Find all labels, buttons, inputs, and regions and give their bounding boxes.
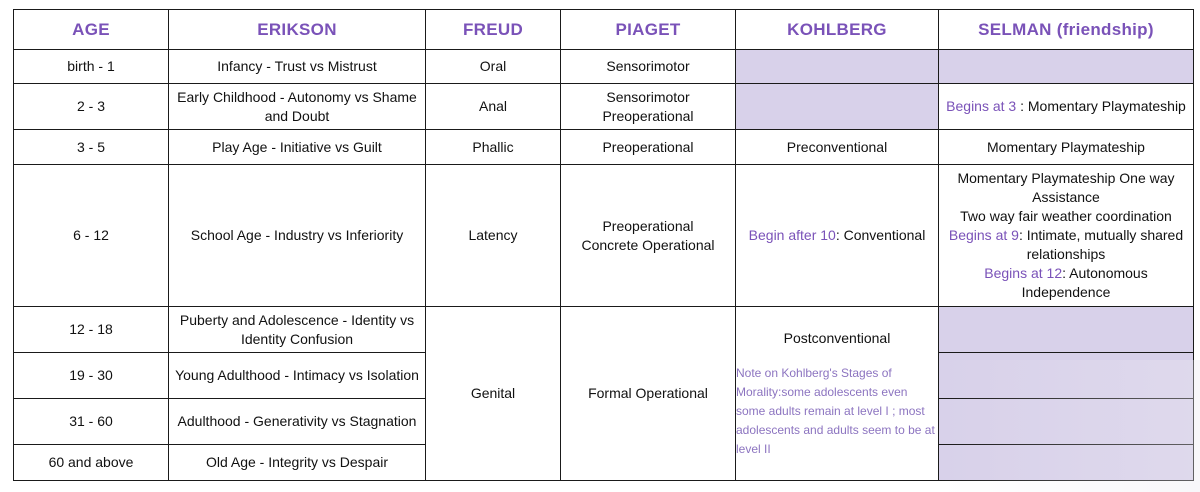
piaget-stage: Preoperational [602, 107, 694, 124]
erikson-cell: School Age - Industry vs Inferiority [169, 165, 426, 307]
piaget-cell: Preoperational [561, 130, 736, 165]
age-cell: 3 - 5 [14, 130, 169, 165]
selman-empty-cell [939, 50, 1194, 84]
piaget-cell [561, 165, 736, 307]
header-erikson: ERIKSON [169, 10, 426, 50]
header-freud: FREUD [426, 10, 561, 50]
kohlberg-stage-text: Postconventional [783, 329, 891, 346]
piaget-stage: Preoperational [602, 217, 694, 234]
selman-empty-cell [939, 353, 1194, 399]
selman-empty-cell [939, 307, 1194, 353]
kohlberg-note: Note on Kohlberg's Stages of Morality:some adolescents even some adults remain at level I ; most adolescents and adults seem to be at level II [736, 365, 935, 456]
selman-stage-text: Two way fair weather coordination [960, 208, 1172, 224]
erikson-cell: Early Childhood - Autonomy vs Shame and Doubt [169, 84, 426, 130]
erikson-cell: Infancy - Trust vs Mistrust [169, 50, 426, 84]
piaget-cell: Sensorimotor [561, 50, 736, 84]
erikson-cell: Young Adulthood - Intimacy vs Isolation [169, 353, 426, 399]
piaget-stage: Sensorimotor [606, 88, 690, 105]
table-row [14, 307, 1194, 353]
development-theories-table [13, 9, 1194, 481]
selman-stage-text: : Momentary Playmateship [1016, 98, 1186, 114]
selman-stage-text: Momentary Playmateship One way Assistance [957, 170, 1175, 205]
selman-begins-label: Begins at 12 [984, 265, 1063, 281]
erikson-cell: Old Age - Integrity vs Despair [169, 445, 426, 481]
selman-cell [939, 84, 1194, 130]
freud-cell: Latency [426, 165, 561, 307]
freud-cell: Phallic [426, 130, 561, 165]
kohlberg-stage-text: : Conventional [835, 227, 926, 243]
kohlberg-cell [736, 307, 939, 481]
selman-stage-text: : Autonomous Independence [1021, 265, 1148, 300]
selman-begins-label: Begins at 9 [948, 227, 1019, 243]
selman-empty-cell [939, 445, 1194, 481]
table-row [14, 84, 1194, 130]
header-selman: SELMAN (friendship) [939, 10, 1194, 50]
selman-cell [939, 165, 1194, 307]
kohlberg-cell: Preconventional [736, 130, 939, 165]
selman-empty-cell [939, 399, 1194, 445]
age-cell: 12 - 18 [14, 307, 169, 353]
selman-stage-line [943, 264, 1189, 302]
header-kohlberg: KOHLBERG [736, 10, 939, 50]
age-cell: 2 - 3 [14, 84, 169, 130]
header-piaget: PIAGET [561, 10, 736, 50]
age-cell: 31 - 60 [14, 399, 169, 445]
erikson-cell: Play Age - Initiative vs Guilt [169, 130, 426, 165]
piaget-cell: Formal Operational [561, 307, 736, 481]
age-cell: 19 - 30 [14, 353, 169, 399]
freud-cell: Oral [426, 50, 561, 84]
piaget-cell [561, 84, 736, 130]
freud-cell: Genital [426, 307, 561, 481]
erikson-cell: Puberty and Adolescence - Identity vs Identity Confusion [169, 307, 426, 353]
selman-stage-text: : Intimate, mutually shared relationships [1018, 227, 1184, 262]
selman-cell: Momentary Playmateship [939, 130, 1194, 165]
erikson-cell: Adulthood - Generativity vs Stagnation [169, 399, 426, 445]
header-row [14, 10, 1194, 50]
age-cell: 60 and above [14, 445, 169, 481]
age-cell: 6 - 12 [14, 165, 169, 307]
selman-stage-line [943, 226, 1189, 264]
table-row [14, 130, 1194, 165]
freud-cell: Anal [426, 84, 561, 130]
kohlberg-cell [736, 165, 939, 307]
kohlberg-begin-label: Begin after 10 [748, 227, 836, 243]
table-row [14, 50, 1194, 84]
development-theories-table-wrap [13, 9, 1194, 481]
kohlberg-empty-cell [736, 50, 939, 84]
kohlberg-empty-cell [736, 84, 939, 130]
selman-begins-label: Begins at 3 [946, 98, 1017, 114]
age-cell: birth - 1 [14, 50, 169, 84]
table-row [14, 165, 1194, 307]
piaget-stage: Concrete Operational [581, 236, 715, 253]
header-age: AGE [14, 10, 169, 50]
